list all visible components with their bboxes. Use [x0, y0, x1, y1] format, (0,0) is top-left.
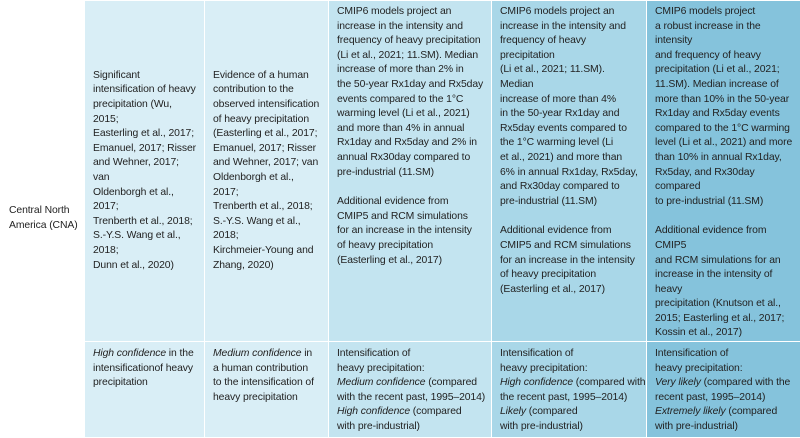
confidence-term: Very likely: [655, 377, 701, 388]
confidence-text: (compared with: [573, 377, 645, 388]
observed-confidence-cell: [85, 342, 205, 438]
projection-text: CMIP6 models project an increase in the intensity and frequency of heavy precipitation (Li et al., 2021; 11.SM). Median increase of more than 2% in the 50-year Rx1day and Rx5day events compared to the 1°C warming level (Li et al., 2021) and more than 4% in annual Rx1day and Rx5day and 2% in annual Rx30day compared to pre-industrial (11.SM): [337, 5, 485, 180]
projection-additional-text: Additional evidence from CMIP5 and RCM simulations for an increase in the intensity of heavy precipitation (Easterling et al., 2017): [337, 195, 485, 268]
confidence-text: intensificationof heavy: [93, 362, 198, 377]
confidence-text: (compared: [726, 406, 778, 417]
confidence-text: to the intensification of: [213, 376, 322, 391]
human-confidence-cell: [205, 342, 329, 438]
table-row: [1, 342, 800, 438]
region-cell: [1, 1, 85, 438]
confidence-text: Intensification of: [500, 347, 640, 362]
confidence-term: High confidence: [337, 406, 410, 417]
confidence-term: Medium confidence: [213, 348, 301, 359]
confidence-text: with pre-industrial): [500, 420, 640, 435]
confidence-text: a human contribution: [213, 362, 322, 377]
confidence-term: High confidence: [93, 348, 166, 359]
confidence-text: precipitation: [93, 376, 198, 391]
confidence-term: High confidence: [500, 377, 573, 388]
observed-trends-cell: [85, 1, 205, 342]
projection-2c-cell: [492, 1, 647, 342]
confidence-text: (compared: [425, 377, 477, 388]
human-contribution-text: Evidence of a human contribution to the observed intensification of heavy precipitation (Easterling et al., 2017; Emanuel, 2017; Risser and Wehner, 2017; van Oldenborgh et al., 2017; Trenberth et al., 2018; S.-Y.S. Wang et al., 2018; Kirchmeier-Young and Zhang, 2020): [213, 69, 322, 273]
confidence-text: heavy precipitation: [213, 391, 322, 406]
region-name-line: America (CNA): [9, 219, 78, 234]
observed-trends-text: Significant intensification of heavy precipitation (Wu, 2015; Easterling et al., 2017; Emanuel, 2017; Risser and Wehner, 2017; van Oldenborgh et al., 2017; Trenberth et al., 2018; S.-Y.S. Wang et al., 2018; Dunn et al., 2020): [93, 69, 198, 273]
projection-4c-cell: [647, 1, 800, 342]
projection-2c-confidence-cell: [492, 342, 647, 438]
confidence-text: recent past, 1995–2014): [655, 391, 794, 406]
confidence-text: with the recent past, 1995–2014): [337, 391, 485, 406]
confidence-term: Extremely likely: [655, 406, 726, 417]
confidence-text: with pre-industrial): [655, 420, 794, 435]
table-row: [1, 1, 800, 342]
projection-4c-confidence-cell: [647, 342, 800, 438]
confidence-term: Likely: [500, 406, 526, 417]
confidence-text: Intensification of: [655, 347, 794, 362]
human-contribution-cell: [205, 1, 329, 342]
projection-text: CMIP6 models project a robust increase in the intensity and frequency of heavy precipitation (Li et al., 2021; 11.SM). Median increase of more than 10% in the 50-year Rx1day and Rx5day events compared to the 1°C warming level (Li et al., 2021) and more than 10% in annual Rx1day, Rx5day, and Rx30day compared to pre-industrial (11.SM): [655, 5, 794, 209]
confidence-text: with pre-industrial): [337, 420, 485, 435]
projection-1-5c-confidence-cell: [329, 342, 492, 438]
projection-additional-text: Additional evidence from CMIP5 and RCM simulations for an increase in the intensity of heavy precipitation (Easterling et al., 2017): [500, 224, 640, 297]
projection-text: CMIP6 models project an increase in the intensity and frequency of heavy precipitation (Li et al., 2021; 11.SM). Median increase of more than 4% in the 50-year Rx1day and Rx5day events compared to the 1°C warming level (Li et al., 2021) and more than 6% in annual Rx1day, Rx5day, and Rx30day compared to pre-industrial (11.SM): [500, 5, 640, 209]
confidence-text: (compared: [410, 406, 462, 417]
confidence-text: the recent past, 1995–2014): [500, 391, 640, 406]
projection-1-5c-cell: [329, 1, 492, 342]
confidence-term: Medium confidence: [337, 377, 425, 388]
confidence-text: Intensification of: [337, 347, 485, 362]
confidence-text: heavy precipitation:: [500, 362, 640, 377]
region-name-line: Central North: [9, 204, 78, 219]
confidence-text: (compared: [526, 406, 578, 417]
confidence-text: (compared with the: [701, 377, 790, 388]
confidence-text: in the: [166, 348, 194, 359]
confidence-text: in: [301, 348, 312, 359]
confidence-text: heavy precipitation:: [655, 362, 794, 377]
confidence-text: heavy precipitation:: [337, 362, 485, 377]
projection-additional-text: Additional evidence from CMIP5 and RCM simulations for an increase in the intensity of heavy precipitation (Knutson et al., 2015; Easterling et al., 2017; Kossin et al., 2017): [655, 224, 794, 341]
